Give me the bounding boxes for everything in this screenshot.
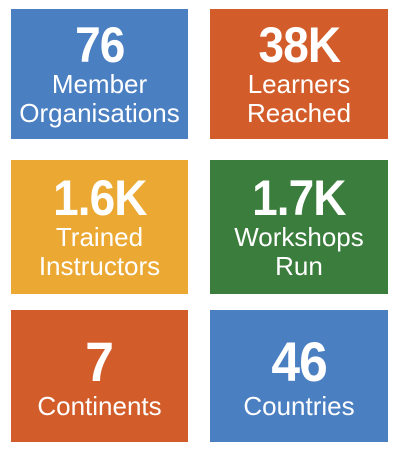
stat-tile-workshops-run xyxy=(210,160,388,294)
stat-value: 1.6K xyxy=(52,170,147,226)
stat-label-line1: Workshops xyxy=(234,222,364,252)
stat-label-line2: Organisations xyxy=(19,98,180,128)
stat-tile-learners-reached xyxy=(210,9,388,139)
stat-label-line1: Countries xyxy=(243,390,355,421)
stat-tile-trained-instructors xyxy=(11,160,188,294)
stat-value: 38K xyxy=(258,17,340,73)
stat-value: 76 xyxy=(74,17,125,73)
stat-label-line1: Trained xyxy=(55,222,144,252)
stat-value: 46 xyxy=(271,329,327,393)
stat-label-line2: Run xyxy=(275,251,323,281)
stat-tile-member-organisations xyxy=(11,9,188,139)
stat-value: 1.7K xyxy=(252,170,346,226)
stat-tile-countries xyxy=(210,310,388,442)
stat-label-line2: Instructors xyxy=(38,251,161,281)
stat-label-line1: Member xyxy=(51,69,148,99)
stat-label-line2: Reached xyxy=(246,98,352,128)
stat-label-line1: Learners xyxy=(247,69,351,99)
stat-label-line1: Continents xyxy=(37,390,162,421)
stat-tile-continents xyxy=(11,310,188,442)
stat-value: 7 xyxy=(85,329,114,393)
